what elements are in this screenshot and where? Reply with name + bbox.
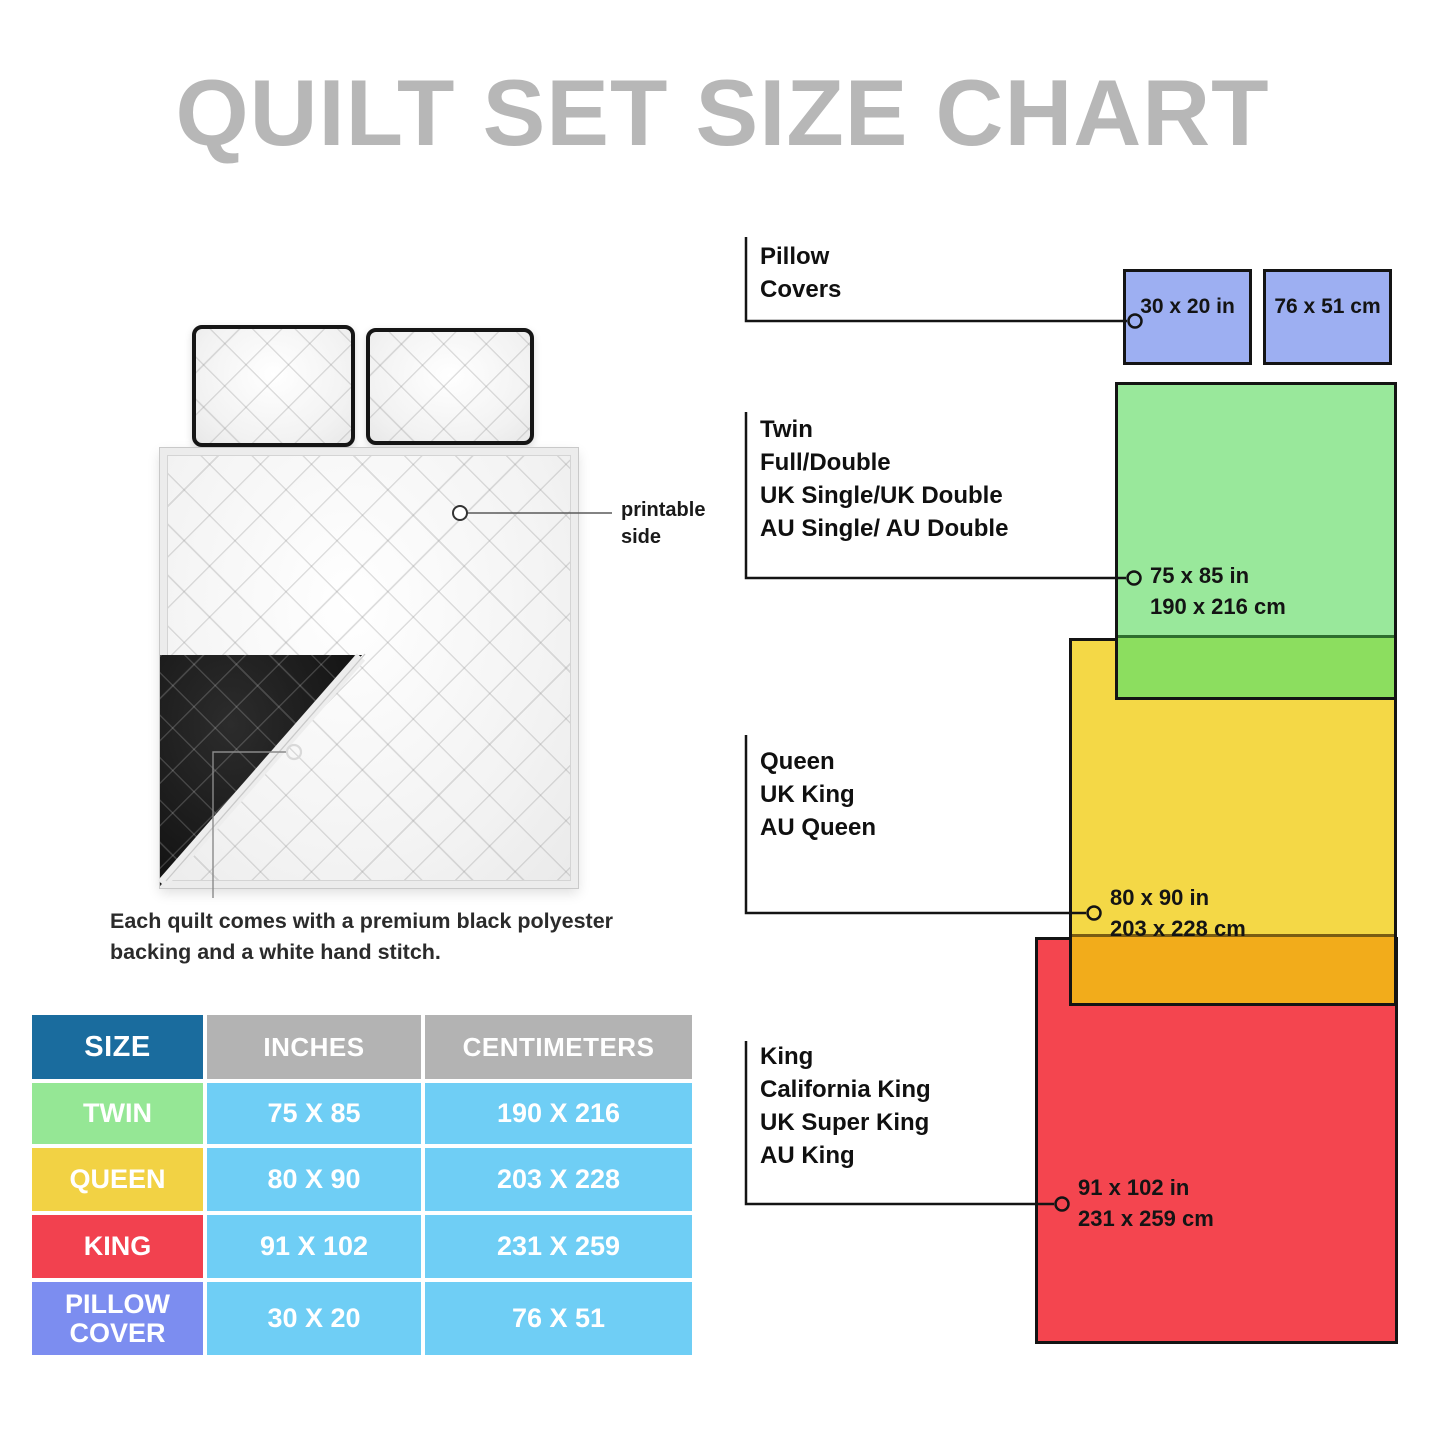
queen-size-inches: 80 x 90 in [1110, 885, 1210, 910]
label-line: AU Single/ AU Double [760, 515, 1009, 542]
pillow-illustration-right [366, 328, 534, 445]
table-row-queen-size: QUEEN [32, 1148, 203, 1211]
twin-size-cm: 190 x 216 cm [1150, 594, 1286, 619]
printable-side-line: printable [621, 499, 706, 521]
pillow-covers-label [760, 240, 841, 306]
table-row-pillow-inches: 30 X 20 [207, 1282, 421, 1355]
king-size-inches: 91 x 102 in [1078, 1175, 1190, 1200]
table-row-twin-inches: 75 X 85 [207, 1083, 421, 1144]
twin-rect [1115, 382, 1397, 700]
caption-line: backing and a white hand stitch. [110, 940, 441, 964]
pillow-illustration-left [192, 325, 355, 447]
table-row-king-cm: 231 X 259 [425, 1215, 692, 1278]
quilt-caption [110, 906, 613, 968]
label-line: Twin [760, 416, 813, 443]
page-title: QUILT SET SIZE CHART [175, 60, 1270, 165]
table-row-king-inches: 91 X 102 [207, 1215, 421, 1278]
label-line: Covers [760, 276, 842, 303]
king-size-cm: 231 x 259 cm [1078, 1206, 1214, 1231]
label-line: AU Queen [760, 814, 877, 841]
king-dimensions [1078, 1172, 1214, 1234]
table-row-pillow-cm: 76 X 51 [425, 1282, 692, 1355]
twin-dimensions [1150, 560, 1286, 622]
pillow-size-inches: 30 x 20 in [1140, 295, 1235, 318]
queen-label [760, 745, 876, 844]
twin-queen-overlap [1118, 635, 1394, 697]
table-row-twin-cm: 190 X 216 [425, 1083, 692, 1144]
table-row-queen-inches: 80 X 90 [207, 1148, 421, 1211]
label-line: UK King [760, 781, 855, 808]
label-line: California King [760, 1076, 931, 1103]
label-line: Full/Double [760, 449, 891, 476]
table-header-centimeters: CENTIMETERS [425, 1015, 692, 1079]
label-line: King [760, 1043, 814, 1070]
table-row-pillow-size: PILLOW COVER [32, 1282, 203, 1355]
table-row-queen-cm: 203 X 228 [425, 1148, 692, 1211]
label-line: UK Super King [760, 1109, 930, 1136]
label-line: Queen [760, 748, 835, 775]
twin-size-inches: 75 x 85 in [1150, 563, 1250, 588]
king-label [760, 1040, 931, 1172]
table-row-king-size: KING [32, 1215, 203, 1278]
printable-side-line: side [621, 526, 662, 548]
size-table [32, 1015, 692, 1355]
table-row-twin-size: TWIN [32, 1083, 203, 1144]
caption-line: Each quilt comes with a premium black polyester [110, 909, 614, 933]
queen-king-overlap [1072, 934, 1394, 1003]
table-header-inches: INCHES [207, 1015, 421, 1079]
queen-dimensions [1110, 882, 1246, 944]
label-line: AU King [760, 1142, 855, 1169]
twin-label [760, 413, 1008, 545]
label-line: Pillow [760, 243, 830, 270]
printable-side-label [621, 497, 705, 551]
pillow-size-cm: 76 x 51 cm [1274, 295, 1381, 318]
table-header-size: SIZE [32, 1015, 203, 1079]
queen-size-cm: 203 x 228 cm [1110, 916, 1246, 941]
label-line: UK Single/UK Double [760, 482, 1003, 509]
